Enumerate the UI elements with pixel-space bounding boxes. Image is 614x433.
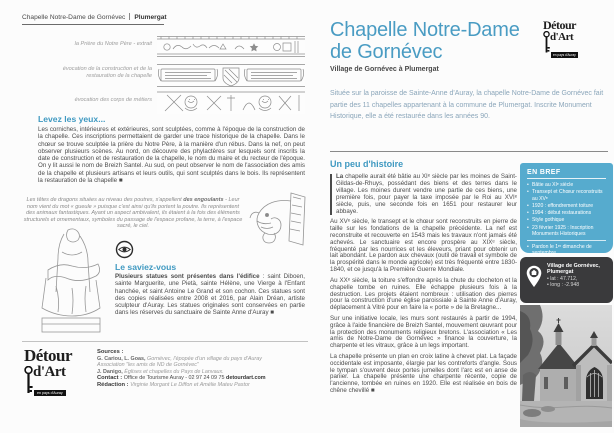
footer-divider <box>22 341 308 342</box>
page-title: Chapelle Notre-Dame de Gornévec <box>330 19 520 63</box>
en-bref-pardon: • Pardon le 1ᵉʳ dimanche de septembre <box>527 244 606 257</box>
intro-paragraph: Située sur la paroisse de Sainte-Anne d'Auray, la chapelle Notre-Dame de Gornévec fait partie des 11 chapelles appartenant à la commune de Plumergat. Inscrite Monument Historique, elle a été restaurée dans les années 90. <box>330 90 604 120</box>
history-paragraph-5: La chapelle présente un plan en croix latine à chevet plat. La façade occidentale est imposante, élargie par les contreforts d'angle. Sous le tympan s'ouvrent deux portes jumelles dont l'arc est en anse de panier. La chapelle présente une charpente récente, copie de l'ancienne, tombée en ruines en 1920. Elle est réalisée en bois de chêne chevillé ■ <box>330 352 517 395</box>
detour-dart-logo-small <box>543 18 603 61</box>
contact-website: detourdart.com <box>226 375 266 382</box>
source-line-3 <box>97 369 309 376</box>
saviez-rest: : saint Diboen, sainte Marguerite, une Pietà, sainte Hélène, une Vierge à l'Enfant hanchée, et saint Antoine Le Grand et son cochon. Ces statues sont des copies réalisées entre 2008 et 2016, par Alain Dréan, artiste sculpteur d'Auray. Les statues originales sont conservées en partie dans les réserves du sanctuaire de Sainte Anne d'Auray ■ <box>115 273 305 317</box>
header-location: Plumergat <box>134 14 167 21</box>
en-bref-item: • Style gothique <box>527 217 606 223</box>
en-bref-item: • 1994 : début restaurations <box>527 210 606 216</box>
logo-word-detour: Détour <box>24 346 72 365</box>
history-paragraph-4: Sur une initiative locale, les murs sont restaurés à partir de 1994, grâce à l'aide financière de Breizh Santel, mouvement œuvrant pour la protection des monuments religieux bretons. L'association « Les amis de Notre-Dame de Gornévec » finance la couverture, la charpente et les vitraux, grâce à un legs important. <box>330 314 517 350</box>
location-longitude: • long : -2.948 <box>547 282 580 289</box>
engoulants-note-rest: - Leur nom vient du mot « gueule » puisque c'est ainsi qu'ils portent la poutre. Ils représentent des animaux fantastiques. Ayant un aspect ambivalent, ils étaient à la fois des éléments structurels et ornementaux, symboles du passage de l'espace profane, la terre, à l'espace sacré, le ciel. <box>23 197 243 230</box>
engoulants-term: des engoulants <box>183 197 224 203</box>
location-card <box>520 257 613 303</box>
en-bref-heading: EN BREF <box>527 169 606 179</box>
figure-caption-construction: évocation de la construction et de la restauration de la chapelle <box>62 66 152 80</box>
contact-label: Contact : <box>97 375 124 382</box>
source-1-title: Gornévec, l'épopée d'un village du pays d'Auray <box>145 355 262 362</box>
page-subtitle: Village de Gornévec à Plumergat <box>330 66 439 73</box>
saviez-body <box>115 273 305 317</box>
key-icon <box>543 31 550 55</box>
source-line-1 <box>97 356 309 363</box>
history-column <box>330 174 517 399</box>
history-paragraph-3: Au XXᵉ siècle, la toiture s'effondre après la chute du clocheton et la chapelle tombe en ruines. Elle échappe plusieurs fois à la destruction. Les projets étaient nombreux : utilisation des pierres pour la construction d'une église paroissiale à Sainte Anne d'Auray, déplacement à Vitré pour en faire la « porte » de la Bretagne... <box>330 276 517 312</box>
location-latitude: • lat : 47.712, <box>547 275 578 282</box>
levez-heading: Levez les yeux... <box>38 114 106 124</box>
en-bref-box <box>520 163 613 257</box>
en-bref-item: • Bâtie au XIᵉ siècle <box>527 182 606 188</box>
source-1-author: G. Cariou, L. Goas, <box>97 355 146 362</box>
pieta-statue-illustration <box>34 226 108 336</box>
figure-caption-metiers: évocation des corps de métiers <box>74 97 152 103</box>
frieze-metiers-illustration <box>157 91 305 114</box>
key-icon <box>24 366 33 396</box>
source-3-author: J. Danigo, <box>97 368 123 375</box>
source-line-2: Association "les amis de ND de Gornévec" <box>97 362 199 369</box>
frieze-phylactere-illustration <box>157 63 305 88</box>
history-paragraph-2: Au XVᵉ siècle, le transept et le chœur sont reconstruits en pierre de taille sur les fondations de la chapelle précédente. La nef est reconstruite et recouverte en 1543 mais les travaux n'ont jamais été achevés. Le sanctuaire est encore prospère au XIXᵉ siècle, fréquenté par les nourrices et les éleveurs, priant pour obtenir un lait abondant. Le pardon aux chevaux (outil de travail et symbole de la prospérité dans le monde agricole) est très fréquenté entre 1830-1840, et ce jusqu'à la Première Guerre Mondiale. <box>330 217 517 274</box>
frieze-prayer-illustration <box>157 35 305 58</box>
engoulant-dragon-illustration <box>247 191 309 247</box>
en-bref-footer <box>527 240 606 256</box>
en-bref-list <box>527 182 606 237</box>
sources-block <box>97 349 309 389</box>
history-heading: Un peu d'histoire <box>330 159 404 169</box>
location-name: Village de Gornévec, Plumergat <box>547 263 600 276</box>
redaction-label: Rédaction : <box>97 381 131 388</box>
contact-line <box>97 375 309 382</box>
source-3-title: Églises et chapelles du Pays de Lanvaux. <box>122 368 224 375</box>
en-bref-item: • Transept et Chœur reconstruits au XVᵉ <box>527 189 606 202</box>
figure-caption-prayer: la Prière du Notre Père - extrait <box>74 41 152 47</box>
saviez-lead: Plusieurs statues sont présentes dans l'édifice <box>115 273 260 280</box>
chapel-photo <box>520 305 612 427</box>
levez-body: Les corniches, intérieures et extérieures, sont sculptées, comme à l'époque de la construction de la chapelle. Ces inscriptions permettaient de garder une trace historique de la chapelle. Dans le chœur se trouve sculptée la prière du Notre Père, à la manière d'un rébus. Dans la nef, on peut observer plusieurs scènes. Au nord, on découvre des phylactères sur lesquels sont inscrits la date de construction et de restauration de la chapelle, le nom du maire et du recteur de l'époque. On y lit aussi le nom de Breizh Santel. Au sud, on peut observer le nom de l'association des amis de la chapelle et plusieurs artisans et leurs outils, qui sont sculptés dans le bois. Ils représentent la restauration de la chapelle ■ <box>38 126 305 185</box>
history-p1-rest: chapelle aurait été bâtie au XIᵉ siècle par les moines de Saint-Gildas-de-Rhuys, possédant des biens et des terres dans le village. Les moines durent vendre une partie de ces biens, une première fois, pour payer la taxe imposée par le Roi au XVIᵉ siècle, puis, une seconde fois en 1651 pour restaurer leur abbaye. <box>336 173 517 215</box>
detour-dart-logo-large <box>24 346 96 399</box>
contact-text: Office de Tourisme Auray - 02 97 24 09 75 <box>123 375 227 382</box>
eye-icon <box>115 240 134 259</box>
star-glyph <box>250 43 259 51</box>
engoulants-note-prefix: Les têtes de dragons situées au niveau des poutres, s'appellent <box>26 197 184 203</box>
logo-tagline: en pays d'Auray <box>553 53 576 57</box>
redaction-text: Virginie Morgant Le Diffon et Amélie Mateu Pastor <box>130 381 250 388</box>
saviez-heading: Le saviez-vous <box>115 262 177 272</box>
logo-word-dart: d'Art <box>33 364 66 380</box>
redaction-line <box>97 382 309 389</box>
sources-label: Sources : <box>97 349 124 355</box>
logo-word-dart: d'Art <box>550 31 574 43</box>
location-pin-icon <box>526 265 542 288</box>
en-bref-item: • 23 février 1925 : Inscription Monuments Historiques <box>527 225 606 238</box>
history-p1-lead: La <box>336 173 344 180</box>
history-paragraph-1 <box>330 174 517 215</box>
intro-rule <box>330 151 608 152</box>
header-divider <box>129 13 130 20</box>
header-chapel-title: Chapelle Notre-Dame de Gornévec <box>22 14 126 21</box>
logo-tagline: en pays d'Auray <box>34 390 66 396</box>
left-page-header <box>22 13 167 25</box>
en-bref-item: • 1920 : effondrement toiture <box>527 203 606 209</box>
logo-word-detour: Détour <box>543 18 576 32</box>
